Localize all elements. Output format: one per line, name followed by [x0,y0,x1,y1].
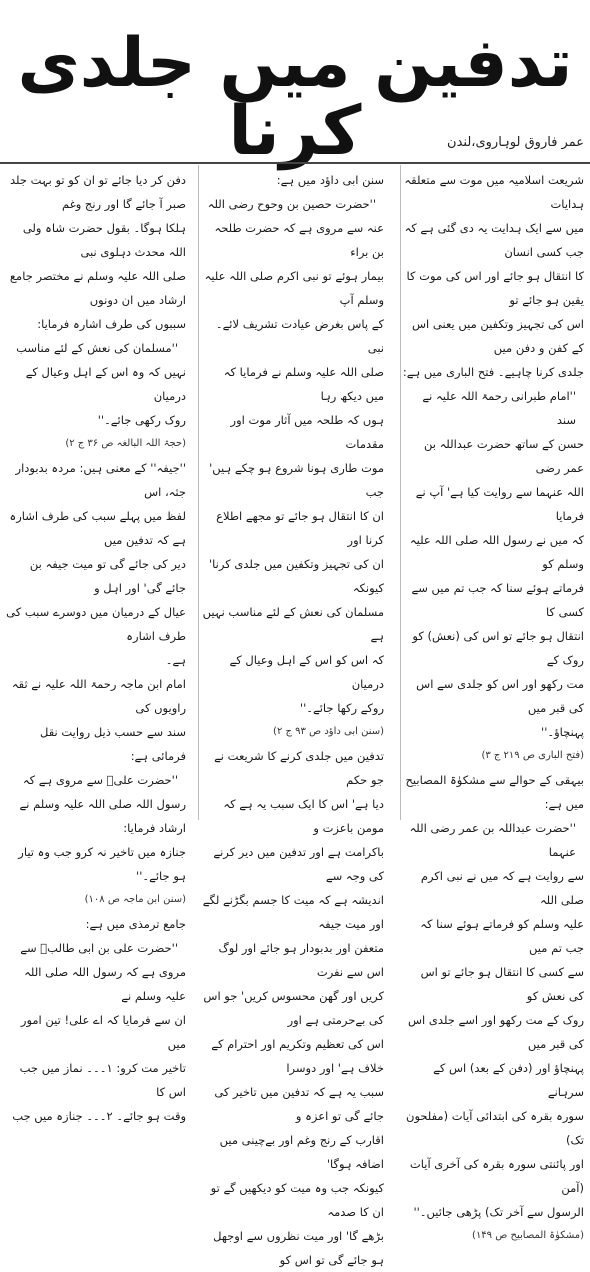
text-line: لفظ میں پہلے سبب کی طرف اشارہ ہے کہ تدفین میں [9,509,186,547]
citation: (سنن ابن ماجہ ص ۱۰۸) [84,894,186,905]
quote-line: ان سے فرمایا کہ اے علی! تین امور میں [20,1013,186,1051]
quote-line: موت طاری ہونا شروع ہو چکے ہیں' جب [209,461,384,499]
quote-line: ''حضرت حصین بن وحوح رضی اللہ [207,197,376,211]
text-line: دیر کی جائے گی تو میت جیفہ بن جائے گی' اور اہل و [29,557,186,595]
text-line: کریں اور گھن محسوس کریں' جو اس کی بےحرمتی ہے اور [203,989,384,1027]
quote-line: روک رکھی جائے۔'' [97,413,186,427]
quote-line: انتقال ہو جائے تو اس کی (نعش) کو روک کے [412,629,584,667]
byline: عمر فاروق لوہاروی،لندن [447,135,584,150]
text-line: سنن ابی داؤد میں ہے: [276,173,384,187]
quote-line: ''حضرت علی بن ابی طالبؓ سے [20,941,178,955]
quote-line: سے روایت ہے کہ میں نے نبی اکرم صلی اللہ [420,869,584,907]
text-line: اس کی تعظیم وتکریم اور احترام کے خلاف ہے' اور دوسرا [211,1037,384,1075]
text-line: دیا ہے' اس کا ایک سبب یہ ہے کہ مومن باعزت و [223,797,384,835]
article-column-3 [6,168,186,1123]
text-line: کا انتقال ہو جائے اور اس کی موت کا یقین ہو جائے تو [406,269,584,307]
quote-line: ان کا انتقال ہو جائے تو مجھے اطلاع کرنا اور [216,509,384,547]
text-line: بڑھے گا' اور میت نظروں سے اوجھل ہو جائے گی تو اس کو [213,1229,384,1267]
quote-line: کے پاس بغرض عیادت تشریف لائے۔ نبی [215,317,384,355]
quote-line: علیہ وسلم کو فرماتے ہوئے سنا کہ جب تم میں [420,917,584,955]
quote-line: مروی ہے کہ رسول اللہ صلی اللہ علیہ وسلم نے [24,965,186,1003]
quote-line: ہو جائے۔'' [136,869,186,883]
text-line: تدفین میں جلدی کرنے کا شریعت نے جو حکم [214,749,384,787]
citation: (فتح الباری ص ۲۱۹ ج ۳) [481,750,584,761]
headline: تدفین میں جلدی کرنا [17,24,573,171]
column-separator [400,165,401,820]
quote-line: حسن کے ساتھ حضرت عبداللہ بن عمر رضی [423,437,584,475]
quote-line: بیمار ہوئے تو نبی اکرم صلی اللہ علیہ وسلم آپ [204,269,384,307]
text-line: جامع ترمذی میں ہے: [85,917,186,931]
text-line: میں سے ایک ہدایت یہ دی گئی ہے کہ جب کسی انسان [404,221,584,259]
text-line: ہے۔ [165,653,186,667]
quote-line: مسلمان کی نعش کے لئے مناسب نہیں ہے [202,605,384,643]
text-line: ہلکا ہوگا۔ بقول حضرت شاہ ولی اللہ محدث دہلوی نبی [22,221,186,259]
text-line: اس کی تجہیز وتکفین میں یعنی اس کے کفن و دفن میں [412,317,584,355]
quote-line: صلی اللہ علیہ وسلم نے فرمایا کہ میں دیکھ رہا [223,365,384,403]
quote-line: کہ اس کو اس کے اہل وعیال کے درمیان [229,653,384,691]
citation: (مشکوٰۃ المصابیح ص ۱۴۹) [472,1230,584,1241]
quote-line: جنازہ میں تاخیر نہ کرو جب وہ تیار [18,845,186,859]
quote-line: اللہ عنہما سے روایت کیا ہے' آپ نے فرمایا [415,485,584,523]
quote-line: تاخیر مت کرو: ۱۔۔۔ نماز میں جب اس کا [19,1061,186,1099]
citation: (حجۃ اللہ البالغہ ص ۳۶ ج ۲) [65,438,186,449]
text-line: سبب یہ ہے کہ تدفین میں تاخیر کی جائے گی تو اعزہ و [214,1085,384,1123]
text-line: اقارب کے رنج وغم اور بےچینی میں اضافہ ہوگا' [219,1133,384,1171]
text-line: دفن کر دیا جائے تو ان کو تو بہت جلد صبر آ جائے گا اور رنج وغم [10,173,186,211]
quote-line: سورہ بقرہ کی ابتدائی آیات (مفلحون تک) [406,1109,584,1147]
text-line: عیال کے درمیان میں دوسرے سبب کی طرف اشارہ [6,605,186,643]
text-line: امام ابن ماجہ رحمۃ اللہ علیہ نے ثقہ راویوں کی [11,677,186,715]
text-line: شریعت اسلامیہ میں موت سے متعلقہ ہدایات [404,173,584,211]
quote-line: ان کی تجہیز وتکفین میں جلدی کرنا' کیونکہ [209,557,384,595]
header-rule [0,162,590,164]
quote-line: روکے رکھا جائے۔'' [299,701,384,715]
quote-line: ہوں کہ طلحہ میں آثار موت اور مقدمات [230,413,384,451]
column-separator [198,165,199,820]
quote-line: سے کسی کا انتقال ہو جائے تو اس کی نعش کو [420,965,584,1003]
quote-line: عنہ سے مروی ہے کہ حضرت طلحہ بن براء [214,221,384,259]
quote-line: نہیں کہ وہ اس کے اہل وعیال کے درمیان [25,365,186,403]
text-line: کیونکہ جب وہ میت کو دیکھیں گے تو ان کا صدمہ [210,1181,384,1219]
quote-line: پہنچاؤ اور (دفن کے بعد) اس کے سرہانے [433,1061,584,1099]
quote-line: مت رکھو اور اس کو جلدی سے اس کی قبر میں [416,677,584,715]
text-line: بیہقی کے حوالے سے مشکوٰۃ المصابیح میں ہے: [405,773,584,811]
text-line: باکرامت ہے اور تدفین میں دیر کرنے کی وجہ سے [213,845,384,883]
quote-line: اور پائنتی سورہ بقرہ کی آخری آیات (آمن [409,1157,584,1195]
quote-line: ''حضرت عبداللہ بن عمر رضی اللہ عنہما [409,821,576,859]
text-line: صلی اللہ علیہ وسلم نے مختصر جامع ارشاد میں ان دونوں [9,269,186,307]
text-line: جلدی کرنا چاہیے۔ فتح الباری میں ہے: [402,365,584,379]
text-line: اندیشہ ہے کہ میت کا جسم بگڑنے لگے اور میت جیفہ [202,893,384,931]
article-column-2 [202,168,384,1267]
quote-line: روک کے مت رکھو اور اسے جلدی اس کی قبر میں [408,1013,584,1051]
quote-line: ''حضرت علیؓ سے مروی ہے کہ [22,773,178,787]
citation: (سنن ابی داؤد ص ۹۳ ج ۲) [273,726,384,737]
quote-line: ''امام طبرانی رحمۃ اللہ علیہ نے سند [422,389,576,427]
article-column-1 [402,168,584,1241]
quote-line: فرماتے ہوئے سنا کہ جب تم میں سے کسی کا [411,581,584,619]
quote-line: ''مسلمان کی نعش کے لئے مناسب [16,341,178,355]
text-line: سند سے حسب ذیل روایت نقل فرمائی ہے: [39,725,186,763]
text-line: متعفن اور بدبودار ہو جائے اور لوگ اس سے نفرت [218,941,384,979]
quote-line: پہنچاؤ۔'' [541,725,584,739]
text-line: ''جیفہ'' کے معنی ہیں: مردہ بدبودار جثہ، اس [15,461,186,499]
quote-line: کہ میں نے رسول اللہ صلی اللہ علیہ وسلم کو [409,533,584,571]
quote-line: وقت ہو جائے۔ ۲۔۔۔ جنازہ میں جب [12,1109,186,1123]
quote-line: الرسول سے آخر تک) پڑھی جائیں۔'' [413,1205,584,1219]
quote-line: رسول اللہ صلی اللہ علیہ وسلم نے ارشاد فرمایا: [19,797,186,835]
text-line: سببوں کی طرف اشارہ فرمایا: [37,317,186,331]
